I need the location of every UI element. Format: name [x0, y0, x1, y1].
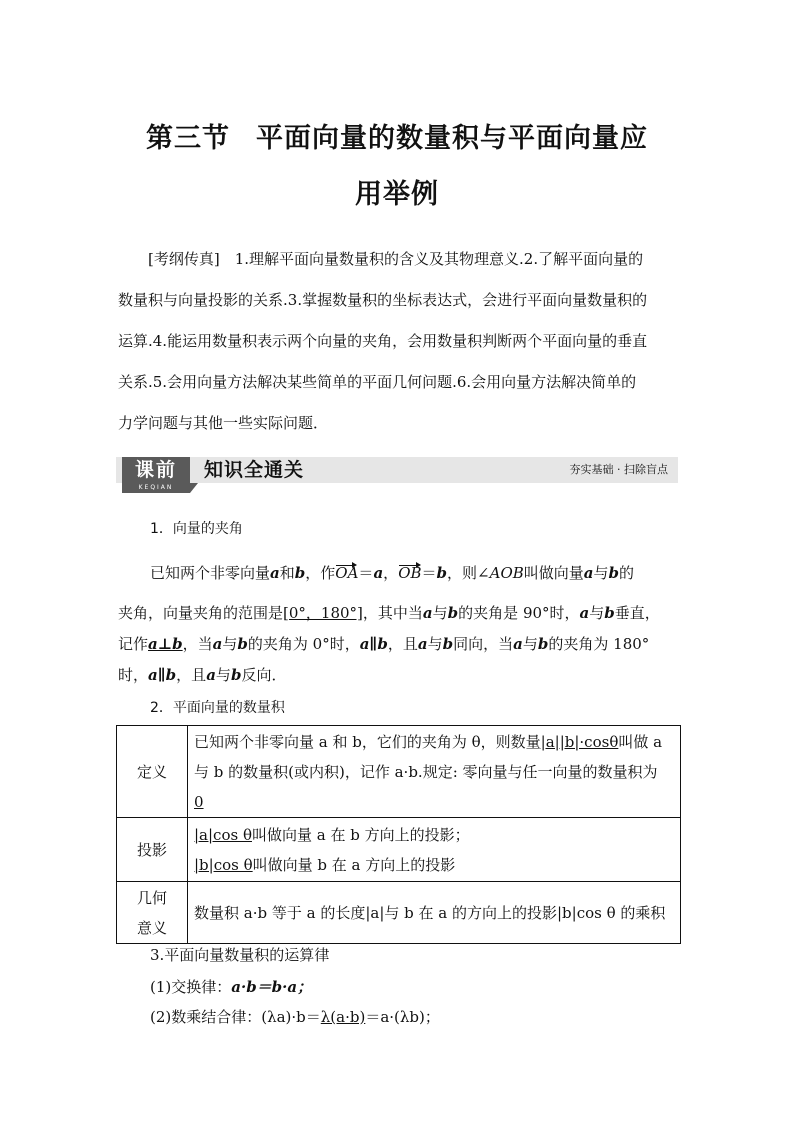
section3-heading: 3.平面向量数量积的运算律 [150, 946, 330, 964]
angle-range: [0°，180°] [283, 604, 363, 622]
section1-heading: 1．向量的夹角 [150, 521, 243, 537]
intro-line: 数量积与向量投影的关系.3.掌握数量积的坐标表达式，会进行平面向量数量积的 [118, 291, 648, 309]
vector-ob: OB [398, 564, 422, 582]
section1-line1: 已知两个非零向量a和b，作OA＝a，OB＝b，则∠AOB叫做向量a与b的 [150, 564, 635, 582]
row-label: 定义 [117, 726, 188, 818]
row-label: 几何 意义 [117, 882, 188, 944]
banner-slogan: 夯实基础 · 扫除盲点 [569, 463, 668, 476]
row-content: 数量积 a·b 等于 a 的长度|a|与 b 在 a 的方向上的投影|b|cos θ 的乘积 [188, 882, 681, 944]
table-row [117, 818, 681, 882]
table-row [117, 726, 681, 818]
vector-oa: OA [335, 564, 359, 582]
law-scalar: (2)数乘结合律：(λa)·b＝λ(a·b)＝a·(λb)； [150, 1008, 440, 1026]
section1-line2: 夹角，向量夹角的范围是[0°，180°]，其中当a与b的夹角是 90°时，a与b垂直， [118, 604, 660, 622]
banner-pinyin: KEQIAN [122, 483, 190, 493]
row-content: |a|cos θ叫做向量 a 在 b 方向上的投影； |b|cos θ叫做向量 b 在 a 方向上的投影 [188, 818, 681, 882]
page-title-continued: 用举例 [355, 179, 439, 210]
title-text: 平面向量的数量积与平面向量应 [256, 123, 648, 154]
intro-line: 力学问题与其他一些实际问题． [118, 414, 329, 432]
page-title [0, 116, 794, 155]
banner-arrow-icon [190, 483, 198, 493]
intro-line: [考纲传真] 1.理解平面向量数量积的含义及其物理意义.2.了解平面向量的 [148, 250, 644, 268]
banner-title: 知识全通关 [204, 459, 305, 481]
dot-product-table [116, 725, 681, 944]
row-label: 投影 [117, 818, 188, 882]
intro-line: 关系.5.会用向量方法解决某些简单的平面几何问题.6.会用向量方法解决简单的 [118, 373, 637, 391]
section1-line3: 记作a⊥b，当a与b的夹角为 0°时，a∥b，且a与b同向，当a与b的夹角为 180° [118, 635, 650, 653]
section-banner [116, 457, 678, 493]
banner-tag: 课前 [122, 457, 190, 483]
table-row [117, 882, 681, 944]
perpendicular-notation: a⊥b [148, 635, 183, 653]
section2-heading: 2．平面向量的数量积 [150, 700, 285, 716]
syllabus-intro [118, 239, 678, 444]
row-content: 已知两个非零向量 a 和 b，它们的夹角为 θ，则数量|a||b|·cosθ叫做 a 与 b 的数量积(或内积)，记作 a·b.规定: 零向量与任一向量的数量积为 0 [188, 726, 681, 818]
intro-line: 运算.4.能运用数量积表示两个向量的夹角，会用数量积判断两个平面向量的垂直 [118, 332, 648, 350]
section1-line4: 时，a∥b，且a与b反向． [118, 666, 287, 684]
title-section-number: 第三节 [146, 123, 230, 154]
law-commutative: (1)交换律：a·b＝b·a； [150, 978, 313, 996]
